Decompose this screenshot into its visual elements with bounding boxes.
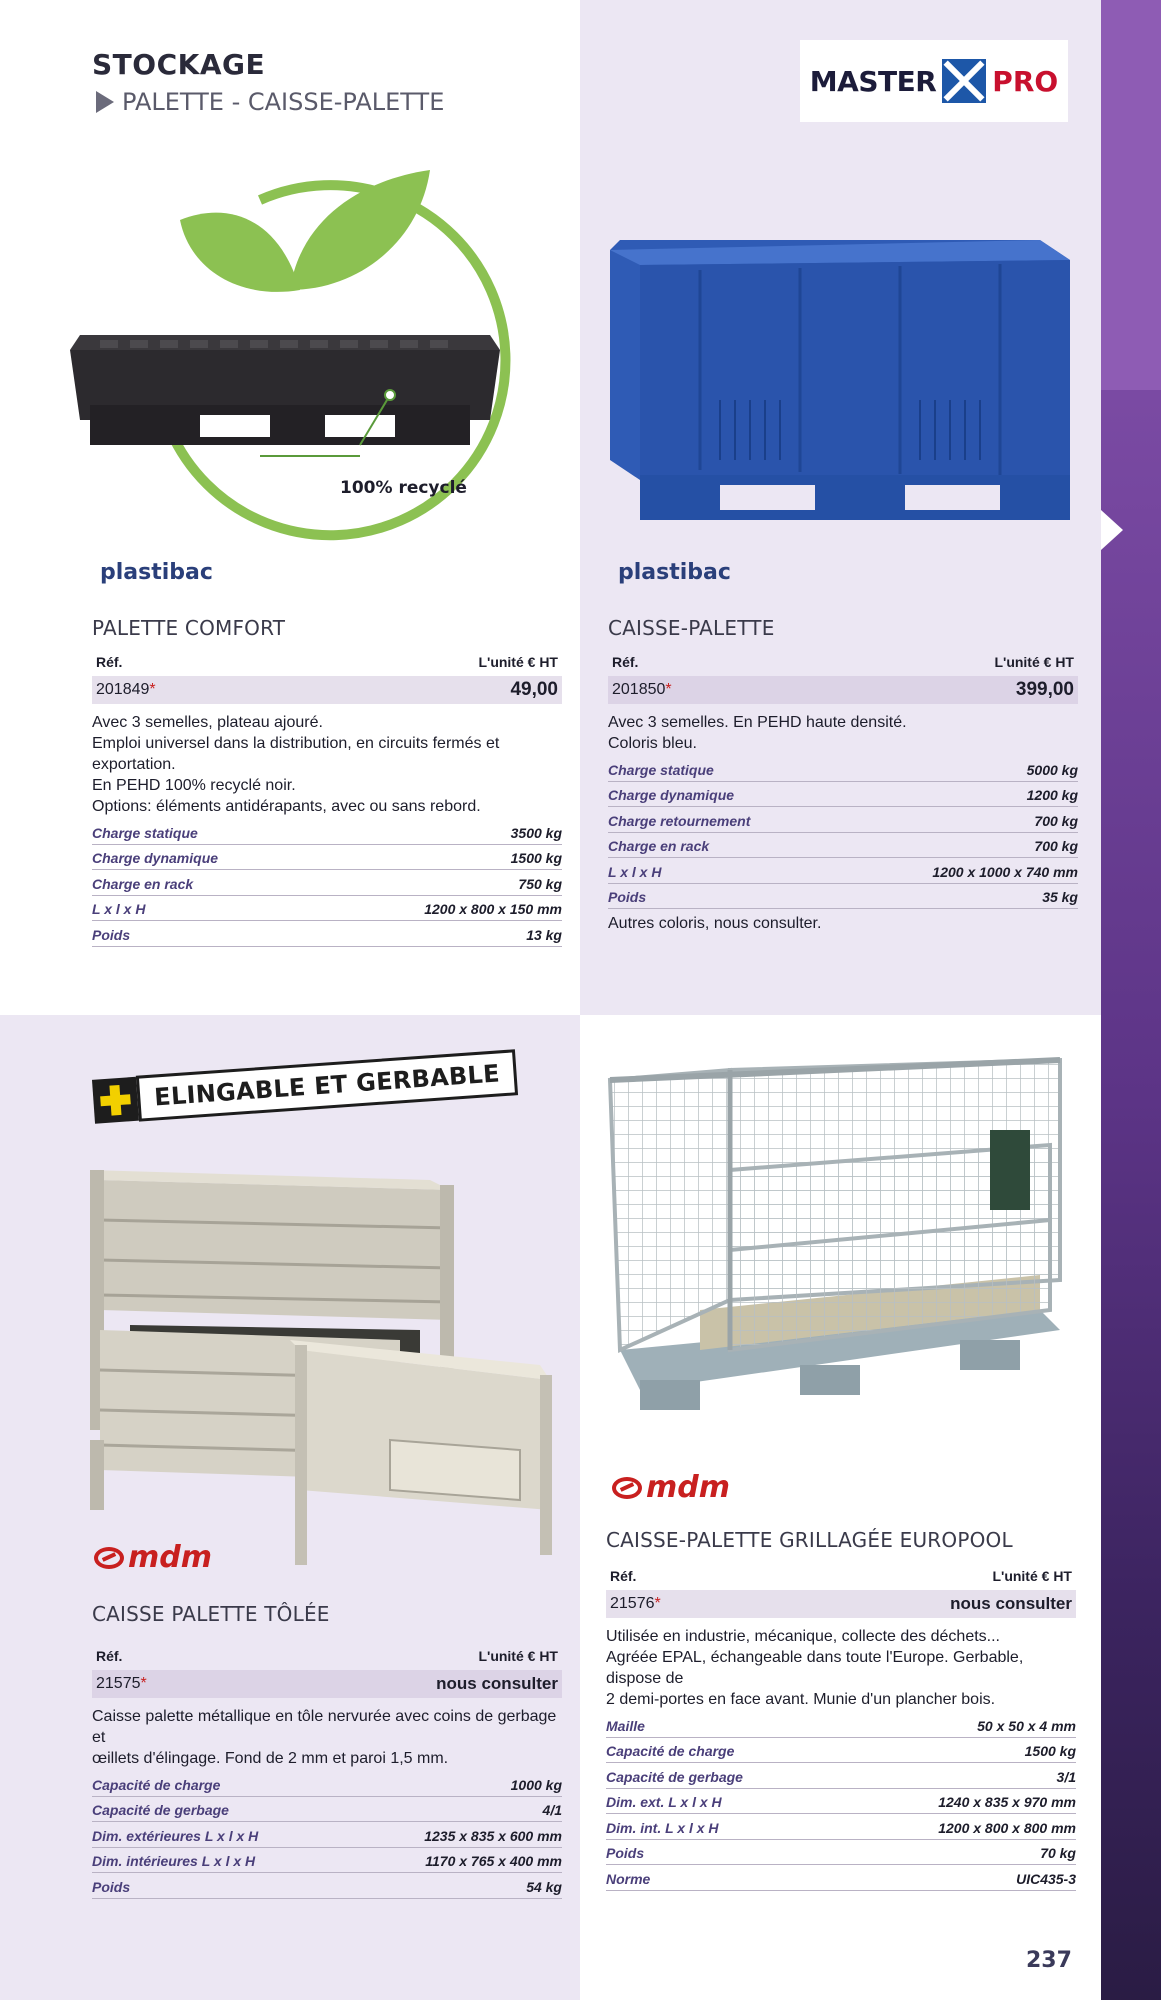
product-name: CAISSE-PALETTE GRILLAGÉE EUROPOOL (606, 1528, 1013, 1552)
spec-row (92, 921, 562, 947)
spec-value: 5000 kg (1026, 761, 1078, 778)
product-caisse-grillagee (606, 1528, 1076, 1891)
play-icon (96, 91, 114, 113)
spec-value: 35 kg (1042, 889, 1078, 905)
spec-list (606, 1712, 1076, 1891)
ref-header: Réf. (610, 1568, 637, 1584)
ref-star: * (665, 681, 672, 698)
plastibac-logo: plastibac (100, 560, 213, 585)
price-value: nous consulter (950, 1594, 1072, 1613)
spec-label: L x l x H (608, 863, 662, 880)
price-header: L'unité € HT (478, 654, 558, 670)
desc-line: Emploi universel dans la distribution, en circuits fermés et (92, 735, 500, 752)
desc-line: En PEHD 100% recyclé noir. (92, 777, 296, 794)
product-caisse-palette (608, 616, 1078, 936)
spec-value: 750 kg (518, 875, 562, 892)
spec-label: L x l x H (92, 901, 146, 917)
spec-row (92, 896, 562, 922)
elingable-badge-text: ELINGABLE ET GERBABLE (136, 1049, 518, 1121)
desc-line: Agréée EPAL, échangeable dans toute l'Europe. Gerbable, dispose de (606, 1649, 1024, 1687)
section-subtitle (96, 88, 444, 116)
spec-row (606, 1789, 1076, 1815)
ref-star: * (654, 1595, 661, 1612)
desc-line: œillets d'élingage. Fond de 2 mm et paroi 1,5 mm. (92, 1750, 449, 1767)
spec-value: 54 kg (526, 1878, 562, 1895)
ref-star: * (140, 1675, 147, 1692)
spec-label: Dim. intérieures L x l x H (92, 1853, 256, 1869)
product-description (606, 1626, 1076, 1710)
spec-value: 1200 x 800 x 800 mm (938, 1819, 1076, 1836)
ref-header: Réf. (96, 1648, 123, 1664)
recycle-badge: 100% recyclé (340, 478, 467, 498)
spec-row (606, 1763, 1076, 1789)
spec-row (608, 858, 1078, 884)
side-strip (1101, 0, 1161, 2000)
spec-label: Charge dynamique (608, 787, 735, 803)
ref-value: 201849 (96, 681, 150, 698)
spec-list (92, 1771, 562, 1899)
spec-row (92, 819, 562, 845)
spec-label: Charge statique (92, 824, 198, 841)
spec-value: 1500 kg (1024, 1743, 1076, 1759)
spec-list (92, 819, 562, 947)
spec-value: 700 kg (1034, 838, 1078, 854)
spec-value: 700 kg (1034, 812, 1078, 829)
spec-row (92, 1873, 562, 1899)
caisse-tolee-image (90, 1150, 560, 1580)
product-name: PALETTE COMFORT (92, 616, 286, 640)
ref-cell (610, 1595, 661, 1613)
desc-line: Utilisée en industrie, mécanique, collecte des déchets... (606, 1628, 1000, 1645)
price-header: L'unité € HT (992, 1568, 1072, 1584)
spec-row (608, 756, 1078, 782)
mdm-logo (612, 1470, 730, 1505)
spec-value: 1200 kg (1026, 787, 1078, 803)
desc-line: Caisse palette métallique en tôle nervurée avec coins de gerbage et (92, 1708, 557, 1746)
side-notch (1101, 510, 1123, 550)
spec-row (92, 1771, 562, 1797)
price-value: 399,00 (1015, 679, 1074, 700)
spec-label: Dim. int. L x l x H (606, 1819, 719, 1836)
leaf-left (180, 213, 300, 292)
spec-label: Poids (92, 1878, 131, 1895)
mdm-ring-icon (612, 1477, 642, 1499)
brand-cross-icon (942, 59, 986, 103)
brand-left: MASTER (809, 64, 937, 98)
spec-row (608, 833, 1078, 859)
spec-row (606, 1865, 1076, 1891)
ref-value: 21576 (610, 1595, 655, 1612)
page-number: 237 (1026, 1948, 1072, 1973)
product-description (92, 1706, 562, 1769)
ref-value: 21575 (96, 1675, 141, 1692)
spec-label: Norme (606, 1870, 651, 1887)
spec-value: 1500 kg (510, 850, 562, 866)
spec-label: Charge retournement (608, 812, 751, 829)
spec-value: 1200 x 800 x 150 mm (424, 901, 562, 917)
spec-label: Poids (606, 1845, 645, 1861)
price-table-header (608, 654, 1078, 676)
desc-line: 2 demi-portes en face avant. Munie d'un plancher bois. (606, 1691, 996, 1708)
spec-label: Dim. extérieures L x l x H (92, 1827, 259, 1844)
price-row (606, 1590, 1076, 1618)
spec-value: 1170 x 765 x 400 mm (425, 1853, 562, 1869)
caisse-grillagee-image (600, 1050, 1070, 1430)
spec-label: Poids (92, 926, 131, 943)
mdm-logo-text: mdm (128, 1540, 212, 1575)
mdm-logo-text: mdm (646, 1470, 730, 1505)
spec-row (92, 1797, 562, 1823)
palette-comfort-image (60, 160, 570, 560)
spec-value: 3/1 (1056, 1768, 1076, 1785)
price-row (92, 676, 562, 704)
spec-label: Dim. ext. L x l x H (606, 1794, 722, 1810)
product-description (608, 712, 1078, 754)
spec-label: Capacité de charge (92, 1776, 221, 1793)
ref-star: * (149, 681, 156, 698)
ref-cell (96, 681, 156, 699)
spec-value: 1000 kg (510, 1776, 562, 1793)
mdm-ring-icon (94, 1547, 124, 1569)
price-header: L'unité € HT (994, 654, 1074, 670)
spec-label: Capacité de gerbage (606, 1768, 743, 1785)
ref-cell (96, 1675, 147, 1693)
spec-label: Charge statique (608, 761, 714, 778)
spec-row (92, 1848, 562, 1874)
section-subtitle-text: PALETTE - CAISSE-PALETTE (122, 88, 445, 116)
price-value: 49,00 (510, 679, 558, 700)
spec-row (92, 845, 562, 871)
spec-row (608, 782, 1078, 808)
spec-value: 1200 x 1000 x 740 mm (932, 863, 1078, 880)
ref-cell (612, 681, 672, 699)
spec-value: 50 x 50 x 4 mm (977, 1717, 1076, 1734)
caisse-palette-image (600, 220, 1080, 530)
plastibac-logo: plastibac (618, 560, 731, 585)
desc-line: Avec 3 semelles, plateau ajouré. (92, 714, 323, 731)
brand-right: PRO (992, 64, 1059, 98)
price-table-header (92, 1648, 562, 1670)
spec-value: 3500 kg (510, 824, 562, 841)
spec-row (608, 884, 1078, 910)
ref-value: 201850 (612, 681, 666, 698)
plus-icon (92, 1077, 139, 1124)
spec-value: 4/1 (542, 1802, 562, 1818)
spec-label: Charge en rack (92, 875, 194, 892)
price-table-header (606, 1568, 1076, 1590)
spec-row (608, 807, 1078, 833)
product-note: Autres coloris, nous consulter. (608, 915, 822, 932)
desc-line: Options: éléments antidérapants, avec ou sans rebord. (92, 798, 481, 815)
masterpro-logo (800, 40, 1068, 122)
spec-row (606, 1712, 1076, 1738)
spec-row (606, 1738, 1076, 1764)
ref-header: Réf. (612, 654, 639, 670)
ref-header: Réf. (96, 654, 123, 670)
desc-line: Avec 3 semelles. En PEHD haute densité. (608, 714, 907, 731)
product-name: CAISSE-PALETTE (608, 616, 775, 640)
price-table-header (92, 654, 562, 676)
price-value: nous consulter (436, 1674, 558, 1693)
spec-label: Maille (606, 1717, 645, 1734)
spec-row (606, 1840, 1076, 1866)
desc-line: exportation. (92, 756, 176, 773)
product-description (92, 712, 562, 817)
spec-label: Charge en rack (608, 838, 710, 854)
price-row (92, 1670, 562, 1698)
price-header: L'unité € HT (478, 1648, 558, 1664)
spec-row (606, 1814, 1076, 1840)
spec-list (608, 756, 1078, 909)
spec-label: Capacité de charge (606, 1743, 735, 1759)
product-palette-comfort (92, 616, 562, 947)
spec-row (92, 1822, 562, 1848)
spec-value: 1235 x 835 x 600 mm (424, 1827, 562, 1844)
product-name: CAISSE PALETTE TÔLÉE (92, 1602, 330, 1626)
section-title: STOCKAGE (92, 48, 266, 81)
desc-line: Coloris bleu. (608, 735, 697, 752)
mdm-logo (94, 1540, 212, 1575)
spec-row (92, 870, 562, 896)
side-tab (1101, 0, 1161, 390)
spec-label: Capacité de gerbage (92, 1802, 229, 1818)
spec-value: UIC435-3 (1016, 1870, 1076, 1887)
spec-label: Poids (608, 889, 647, 905)
product-caisse-tolee (92, 1602, 562, 1899)
spec-value: 1240 x 835 x 970 mm (938, 1794, 1076, 1810)
spec-value: 13 kg (526, 926, 562, 943)
spec-label: Charge dynamique (92, 850, 219, 866)
spec-value: 70 kg (1040, 1845, 1076, 1861)
price-row (608, 676, 1078, 704)
